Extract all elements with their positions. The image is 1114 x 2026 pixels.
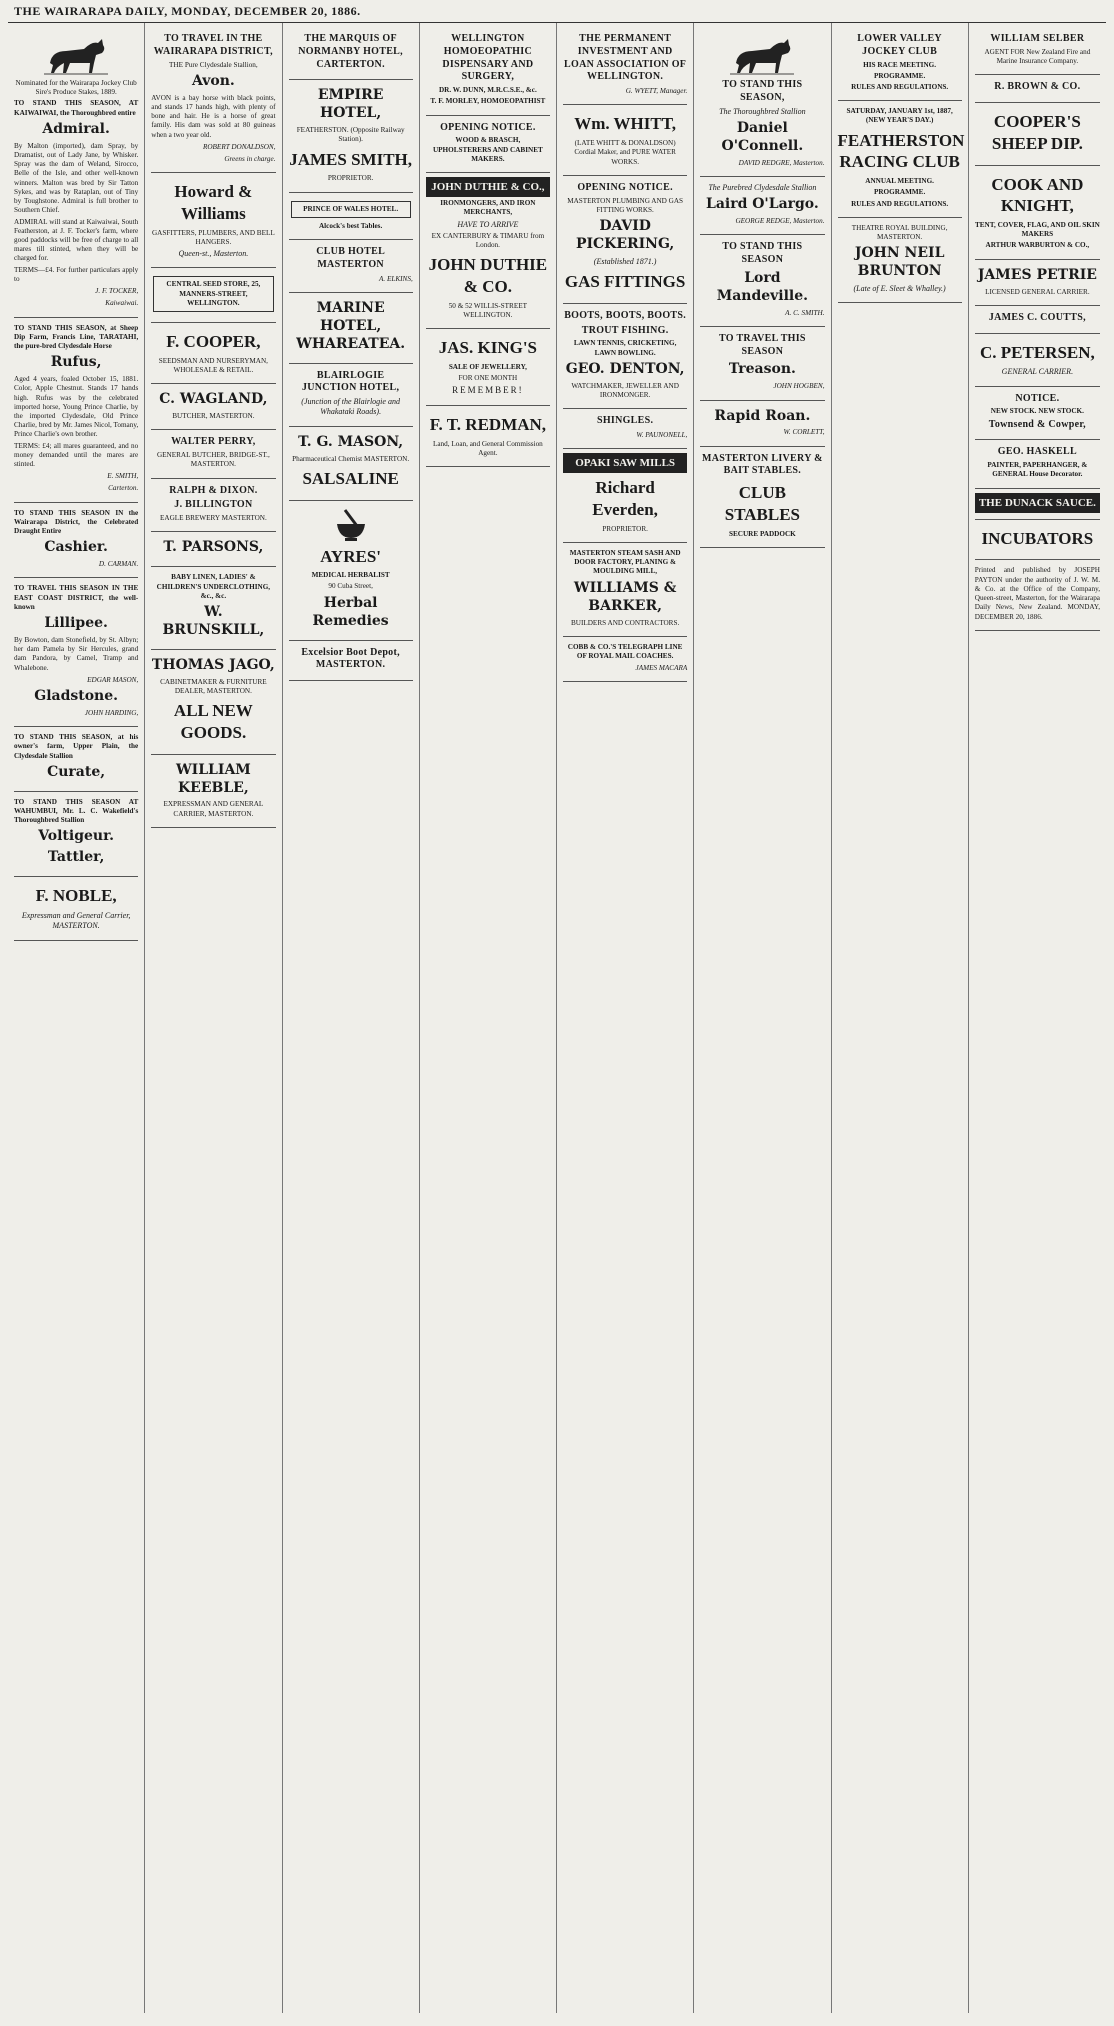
ad-date: SATURDAY, JANUARY 1st, 1887, (NEW YEAR'S DAY.) — [846, 107, 953, 125]
column-4 — [420, 23, 557, 2013]
petersen-ad — [975, 334, 1100, 387]
advertiser-address: 50 & 52 WILLIS-STREET WELLINGTON. — [448, 301, 528, 319]
advertiser-name: BLAIRLOGIE JUNCTION HOTEL, — [301, 369, 400, 394]
advertiser-name: C. WAGLAND, — [159, 391, 268, 408]
advertiser-name: MARINE HOTEL, WHAREATEA. — [296, 299, 406, 352]
ad-heading: MASTERTON LIVERY & BAIT STABLES. — [701, 452, 823, 477]
pedigree-text: Aged 4 years, foaled October 15, 1881. Color, Apple Chestnut. Stands 17 hands high. Rufus was by the celebrated imported horse, Young Prince Charlie, by the imported Clydesdale, Old Prince Charlie, bred by Mr. James Nicol, Tomany, Prince Charlie's own brother. — [14, 375, 139, 439]
excelsior-boot-ad — [289, 641, 413, 682]
brown-co-ad — [975, 75, 1100, 103]
advertiser-name: FEATHERSTON RACING CLUB — [837, 130, 965, 172]
stand-text: TO STAND THIS SEASON, AT KAIWAIWAI, the Thoroughbred entire — [14, 99, 139, 117]
advertiser-trade: (Late of E. Sleet & Whalley.) — [853, 284, 946, 294]
advertiser-trade: PAINTER, PAPERHANGER, & GENERAL House Decorator. — [987, 461, 1088, 479]
ad-slogan: ALL NEW GOODS. — [173, 701, 253, 742]
advertiser-name: WILLIAMS & BARKER, — [573, 579, 677, 614]
advertiser-trade: GASFITTERS, PLUMBERS, AND BELL HANGERS. — [151, 228, 275, 246]
horse-name: Tattler, — [47, 849, 105, 866]
shingles-ad — [563, 409, 687, 449]
stand-text: TO STAND THIS SEASON AT WAHUMBUI, Mr. L. C. Wakefield's Thoroughbred Stallion — [14, 797, 139, 825]
advertiser-address: THEATRE ROYAL BUILDING, MASTERTON. — [851, 223, 948, 242]
stand-text: TO TRAVEL THIS SEASON IN THE EAST COAST DISTRICT, the well-known — [14, 584, 139, 611]
fee-text: TERMS—£4. For further particulars apply to — [14, 265, 139, 283]
owner-signature: W. CORLETT, — [783, 428, 825, 437]
advertiser-name: F. COOPER, — [166, 332, 261, 352]
treason-ad — [700, 327, 824, 401]
section-heading: RULES AND REGULATIONS. — [851, 199, 949, 208]
brunskill-ad — [151, 567, 275, 649]
advertiser-name: JAS. KING'S — [438, 338, 537, 358]
ad-subheading: THE Pure Clydesdale Stallion, — [169, 60, 258, 69]
ad-heading: NOTICE. — [1015, 392, 1060, 404]
ad-subheading: HIS RACE MEETING. — [863, 60, 937, 69]
advertiser-name: THOMAS JAGO, — [151, 656, 275, 673]
ad-subheading: ANNUAL MEETING. — [865, 177, 934, 186]
incubators-ad — [975, 520, 1100, 561]
wood-brasch-ad — [426, 116, 550, 173]
advertiser-name: Excelsior Boot Depot, MASTERTON. — [301, 646, 400, 671]
ad-feature: Alcock's best Tables. — [318, 221, 383, 230]
redman-ad — [426, 406, 550, 467]
horse-illustration-icon — [726, 33, 798, 77]
cook-knight-ad — [975, 166, 1100, 260]
advertiser-name: F. NOBLE, — [35, 886, 117, 906]
advertiser-name: J. BILLINGTON — [174, 499, 253, 511]
rapid-roan-ad — [700, 401, 824, 447]
ad-heading: GAS FITTINGS — [564, 272, 686, 292]
laird-olargo-ad — [700, 177, 824, 235]
ad-heading: BOOTS, BOOTS, BOOTS. — [564, 309, 687, 321]
column-5 — [557, 23, 694, 2013]
seed-store-box: CENTRAL SEED STORE, 25, MANNERS-STREET, WELLINGTON. — [153, 276, 273, 312]
noble-ad — [14, 877, 138, 940]
section-heading: RULES AND REGULATIONS. — [851, 83, 949, 92]
proprietor-name: JAMES SMITH, — [289, 149, 413, 169]
owner-signature: D. CARMAN. — [98, 560, 139, 569]
advertiser-name: T. PARSONS, — [163, 539, 264, 556]
brunton-ad — [838, 218, 962, 303]
hotel-name-box: PRINCE OF WALES HOTEL. — [291, 201, 411, 218]
selber-ad — [975, 27, 1100, 75]
investment-society-ad — [563, 27, 687, 105]
product-name: SALSALINE — [302, 468, 399, 488]
advertiser-name: C. PETERSEN, — [979, 342, 1095, 362]
advertiser-name: COOK AND KNIGHT, — [991, 174, 1084, 216]
horse-name: Curate, — [47, 763, 106, 780]
horse-name: Voltigeur. — [38, 828, 115, 845]
owner-signature: GEORGE REDGE, Masterton. — [735, 217, 825, 225]
advertiser-address: Queen-st., Masterton. — [178, 249, 249, 259]
column-6 — [694, 23, 831, 2013]
advertiser-name: CLUB STABLES — [724, 483, 801, 525]
column-8 — [969, 23, 1106, 2013]
horse-name: Avon. — [191, 72, 235, 89]
admiral-ad — [14, 27, 138, 318]
advertiser-trade: SEEDSMAN AND NURSERYMAN, WHOLESALE & RETAIL. — [158, 356, 268, 375]
ad-subheading: The Purebred Clydesdale Stallion — [708, 182, 817, 192]
proprietor-title: PROPRIETOR. — [602, 524, 648, 533]
ad-heading: THE MARQUIS OF NORMANBY HOTEL, CARTERTON. — [298, 33, 403, 70]
ad-heading: LOWER VALLEY JOCKEY CLUB — [857, 33, 942, 57]
dunnack-sauce-ad — [975, 489, 1100, 520]
petrie-ad — [975, 260, 1100, 306]
advertiser-trade: MEDICAL HERBALIST — [311, 571, 390, 580]
pedigree-text: By Bowton, dam Stonefield, by St. Albyn; her dam Pamela by Sir Hercules, grand dam Pandora, by Camel, Tramp and Whalebone. — [14, 636, 139, 672]
club-hotel-ad — [289, 240, 413, 293]
stand-text: TO STAND THIS SEASON, at Sheep Dip Farm, Francis Line, TARATAHI, the pure-bred Clydesdale Horse — [14, 323, 139, 350]
ad-subheading: EX CANTERBURY & TIMARU from London. — [431, 231, 545, 250]
jas-king-ad — [426, 329, 550, 406]
column-2 — [145, 23, 282, 2013]
opaki-sawmills-ad — [563, 449, 687, 543]
product-name: Herbal Remedies — [312, 594, 389, 629]
cashier-ad — [14, 503, 138, 579]
advertiser-name: W. BRUNSKILL, — [162, 604, 265, 638]
advertiser-name: F. T. REDMAN, — [429, 414, 547, 434]
ad-heading: COBB & CO.'S TELEGRAPH LINE OF ROYAL MAIL COACHES. — [567, 642, 683, 660]
advertiser-name: JAMES PETRIE — [977, 266, 1097, 283]
ad-subheading: MASTERTON PLUMBING AND GAS FITTING WORKS. — [567, 196, 684, 214]
advertiser-name: W. PAUNONELL, — [636, 431, 688, 440]
ad-subheading: HAVE TO ARRIVE — [457, 219, 519, 229]
advertiser-trade: WATCHMAKER, JEWELLER AND IRONMONGER. — [571, 381, 679, 399]
advertiser-trade: (LATE WHITT & DONALDSON) Cordial Maker, and PURE WATER WORKS. — [574, 139, 676, 166]
normanby-hotel-ad — [289, 27, 413, 80]
advertiser-trade: TENT, COVER, FLAG, AND OIL SKIN MAKERS — [974, 221, 1100, 239]
column-1 — [8, 23, 145, 2013]
haskell-ad — [975, 440, 1100, 488]
homeopathic-ad — [426, 27, 550, 116]
advertiser-name: WOOD & BRASCH, UPHOLSTERERS AND CABINET MAKERS. — [432, 136, 543, 163]
imprint — [975, 560, 1100, 630]
owner-signature: A. C. SMITH. — [785, 308, 825, 317]
advertiser-name: WALTER PERRY, — [171, 436, 256, 448]
advertiser-trade: GENERAL BUTCHER, BRIDGE-ST., MASTERTON. — [156, 451, 270, 469]
lord-mandeville-ad — [700, 235, 824, 327]
livery-stables-ad — [700, 447, 824, 548]
proprietor-name: JAMES MACARA — [635, 664, 688, 673]
product-name: COOPER'S SHEEP DIP. — [991, 112, 1083, 153]
owner-signature: J. F. TOCKER, — [95, 287, 139, 296]
product-banner: THE DUNACK SAUCE. — [975, 493, 1100, 513]
stand-text: TO STAND THIS SEASON IN the Wairarapa District, the Celebrated Draught Entire — [14, 508, 139, 536]
owner-signature: DAVID REDGRE, Masterton. — [738, 158, 825, 167]
ralph-dixon-ad — [151, 479, 275, 533]
advertiser-name: Wm. WHITT, — [574, 114, 677, 134]
blairlogie-hotel-ad — [289, 364, 413, 427]
owner-place: Carterton. — [108, 484, 139, 493]
masthead-title: THE WAIRARAPA DAILY, MONDAY, DECEMBER 20, 1886. — [14, 3, 361, 18]
owner-place: Kaiwaiwai. — [105, 299, 139, 308]
ad-heading: TO STAND THIS SEASON — [722, 241, 803, 266]
advertiser-name: GEO. HASKELL — [997, 446, 1077, 458]
cooper-ad — [151, 323, 275, 384]
doctor-name: DR. W. DUNN, M.R.C.S.E., &c. — [438, 86, 537, 95]
horse-name: Treason. — [728, 361, 796, 378]
proprietor-name: A. ELKINS, — [379, 274, 413, 283]
column-3 — [283, 23, 420, 2013]
voltigeur-ad — [14, 792, 138, 877]
terms-text: ADMIRAL will stand at Kaiwaiwai, South Featherston, at J. F. Tocker's farm, where good paddocks will be free of charge to all mares till stinted, when they will be charged for. — [14, 217, 139, 263]
owner-signature: E. SMITH, — [107, 472, 139, 481]
advertiser-trade: Land, Loan, and General Commission Agent. — [432, 439, 543, 457]
ayres-herbalist-ad — [289, 501, 413, 641]
advertiser-trade: LICENSED GENERAL CARRIER. — [985, 287, 1090, 296]
owner-place: Greens in charge. — [224, 155, 276, 164]
terms-text: TERMS: £4; all mares guaranteed, and no money demanded until the mares are stinted. — [14, 441, 139, 469]
owner-signature: EDGAR MASON, — [87, 675, 139, 684]
townsend-cowper-ad — [975, 387, 1100, 441]
owner-signature: JOHN HARDING, — [84, 709, 139, 718]
seed-store-ad — [151, 268, 275, 323]
featherston-racing-ad — [837, 101, 965, 218]
ad-body: AVON is a bay horse with black points, and stands 17 hands high, with plenty of bone and hair. He is a horse of great family. His dam was sold at 80 guineas when a two year old. — [151, 93, 276, 139]
owner-signature: JOHN HOGBEN, — [773, 382, 825, 391]
ad-heading: CLUB HOTEL MASTERTON — [316, 246, 386, 270]
howard-williams-ad — [151, 173, 275, 268]
section-heading: PROGRAMME. — [873, 188, 926, 197]
advertiser-trade: IRONMONGERS, AND IRON MERCHANTS, — [440, 199, 536, 217]
pickering-ad — [563, 176, 687, 304]
masthead — [0, 0, 1114, 22]
ad-heading: REMEMBER! — [452, 385, 524, 396]
avon-ad — [151, 27, 275, 173]
advertiser-trade: BUILDERS AND CONTRACTORS. — [570, 618, 680, 627]
column-7 — [832, 23, 969, 2013]
horse-name: Rapid Roan. — [714, 407, 811, 424]
ad-subheading: FOR ONE MONTH — [458, 374, 518, 383]
horse-name: Admiral. — [42, 120, 110, 137]
advertiser-trade: AGENT FOR New Zealand Fire and Marine Insurance Company. — [984, 47, 1091, 66]
advertiser-name: JAMES C. COUTTS, — [988, 311, 1086, 323]
coutts-ad — [975, 306, 1100, 334]
advertiser-name: Howard & Williams — [174, 182, 253, 223]
owner-signature: ROBERT DONALDSON, — [202, 142, 276, 151]
advertiser-name: T. G. MASON, — [298, 433, 404, 450]
rufus-ad — [14, 318, 138, 503]
curate-ad — [14, 727, 138, 792]
ad-heading: BABY LINEN, LADIES' & CHILDREN'S UNDERCLOTHING, &c., &c. — [156, 573, 271, 600]
proprietor-title: PROPRIETOR. — [327, 174, 374, 183]
manager-name: G. WYETT, Manager. — [625, 87, 688, 96]
horse-name: Lillipee. — [44, 615, 108, 632]
denton-ad — [563, 304, 687, 409]
doctor-name: T. F. MORLEY, HOMOEOPATHIST — [430, 97, 546, 106]
ad-heading: SHINGLES. — [596, 415, 654, 427]
ad-subheading: The Thoroughbred Stallion — [719, 106, 806, 116]
ad-heading: THE PERMANENT INVESTMENT AND LOAN ASSOCIATION OF WELLINGTON. — [564, 33, 687, 83]
jago-ad — [151, 650, 275, 755]
ad-footer: SECURE PADDOCK — [728, 529, 796, 538]
williams-barker-ad — [563, 543, 687, 637]
newspaper-page — [8, 23, 1106, 2013]
whitt-ad — [563, 105, 687, 175]
advertiser-name: AYRES' — [320, 546, 382, 566]
advertiser-name: JOHN NEIL BRUNTON — [854, 245, 945, 280]
advertiser-name: DAVID PICKERING, — [575, 218, 675, 252]
advertiser-trade: GENERAL CARRIER. — [1001, 367, 1074, 377]
perry-ad — [151, 430, 275, 478]
horse-illustration-icon — [40, 33, 112, 77]
ad-heading: TO TRAVEL THIS SEASON — [718, 332, 806, 357]
advertiser-address: 90 Cuba Street, — [328, 582, 373, 591]
advertiser-name: EMPIRE HOTEL, — [317, 87, 384, 122]
keeble-ad — [151, 755, 275, 828]
horse-name: Laird O'Largo. — [705, 196, 819, 213]
advertiser-name-banner: OPAKI SAW MILLS — [563, 453, 687, 473]
advertiser-established: (Established 1871.) — [593, 256, 657, 266]
wagland-ad — [151, 384, 275, 430]
advertiser-name: WILLIAM SELBER — [990, 33, 1085, 44]
advertiser-address: FEATHERSTON. (Opposite Railway Station). — [296, 126, 405, 144]
advertiser-name: RALPH & DIXON. — [169, 484, 258, 496]
coopers-dip-ad — [975, 103, 1100, 166]
advertiser-trade: EAGLE BREWERY MASTERTON. — [159, 514, 267, 523]
daniel-oconnell-ad — [700, 27, 824, 177]
advertiser-name: JOHN DUTHIE & CO. — [428, 255, 548, 297]
ad-heading: TROUT FISHING. — [581, 324, 669, 336]
advertiser-name: R. BROWN & CO. — [994, 81, 1081, 93]
ad-heading: OPENING NOTICE. — [440, 121, 536, 133]
ad-subheading: NEW STOCK. NEW STOCK. — [990, 407, 1084, 416]
duthie-ad — [426, 173, 550, 329]
cobb-coach-ad — [563, 637, 687, 683]
advertiser-name: GEO. DENTON, — [565, 360, 685, 377]
advertiser-trade: CABINETMAKER & FURNITURE DEALER, MASTERTON. — [160, 677, 267, 695]
advertiser-trade: Pharmaceutical Chemist MASTERTON. — [292, 454, 410, 463]
marine-hotel-ad — [289, 293, 413, 364]
advertiser-name: ARTHUR WARBURTON & CO., — [985, 241, 1090, 250]
lower-valley-jockey-ad — [838, 27, 962, 101]
advertiser-trade: EXPRESSMAN AND GENERAL CARRIER, MASTERTON. — [163, 800, 264, 818]
section-heading: PROGRAMME. — [873, 71, 926, 80]
ad-heading: OPENING NOTICE. — [577, 181, 673, 193]
ad-heading: WELLINGTON HOMOEOPATHIC DISPENSARY AND SURGERY, — [442, 33, 534, 83]
advertiser-address: (Junction of the Blairlogie and Whakataki Roads). — [301, 397, 400, 417]
proprietor-name: Richard Everden, — [592, 478, 658, 520]
stand-text: TO STAND THIS SEASON, at his owner's farm, Upper Plain, the Clydesdale Stallion — [14, 733, 139, 760]
horse-name: Gladstone. — [34, 688, 119, 705]
advertiser-name: Townsend & Cowper, — [988, 418, 1086, 430]
empire-hotel-ad — [289, 80, 413, 192]
horse-name: Cashier. — [44, 539, 108, 556]
product-name: INCUBATORS — [981, 528, 1094, 548]
ad-heading: SALE OF JEWELLERY, — [448, 362, 527, 371]
advertiser-name-banner: JOHN DUTHIE & CO., — [426, 177, 550, 197]
mortar-pestle-icon — [331, 508, 371, 542]
nominated-text: Nominated for the Wairarapa Jockey Club Sire's Produce Stakes, 1889. — [15, 79, 137, 97]
advertiser-name: WILLIAM KEEBLE, — [175, 761, 251, 796]
pedigree-text: By Malton (imported), dam Spray, by Dramatist, out of Lady Jane, by Whisker. Spray was the dam of Weland, Sirocco, Belle of the Isle, and other well-known winners. Malton was bred by Sir Tatton Sykes, and was by Rataplan, out of Tiny by Toughstone. Admiral is full brother to Southern Chief. — [14, 141, 139, 215]
mason-chemist-ad — [289, 427, 413, 501]
publisher-imprint: Printed and published by JOSEPH PAYTON under the authority of J. W. M. & Co. at the Office of the Company, Queen-street, Masterton, for the Wairarapa Daily News, New Zealand. MONDAY, DECEMBER 20, 1886. — [974, 566, 1100, 621]
parsons-ad — [151, 532, 275, 567]
ad-heading: TO STAND THIS SEASON, — [722, 79, 803, 103]
advertiser-trade: BUTCHER, MASTERTON. — [172, 412, 255, 421]
ad-heading: MASTERTON STEAM SASH AND DOOR FACTORY, PLANING & MOULDING MILL, — [569, 549, 681, 576]
ad-heading: TO TRAVEL IN THE WAIRARAPA DISTRICT, — [153, 33, 273, 57]
lillipee-ad — [14, 578, 138, 727]
horse-name: Lord Mandeville. — [716, 269, 809, 304]
prince-wales-hotel-ad — [289, 193, 413, 240]
horse-name: Rufus, — [50, 354, 102, 371]
horse-name: Daniel O'Connell. — [721, 119, 804, 154]
advertiser-trade: Expressman and General Carrier, MASTERTON. — [21, 911, 131, 931]
ad-subheading: LAWN TENNIS, CRICKETING, LAWN BOWLING. — [573, 339, 677, 357]
